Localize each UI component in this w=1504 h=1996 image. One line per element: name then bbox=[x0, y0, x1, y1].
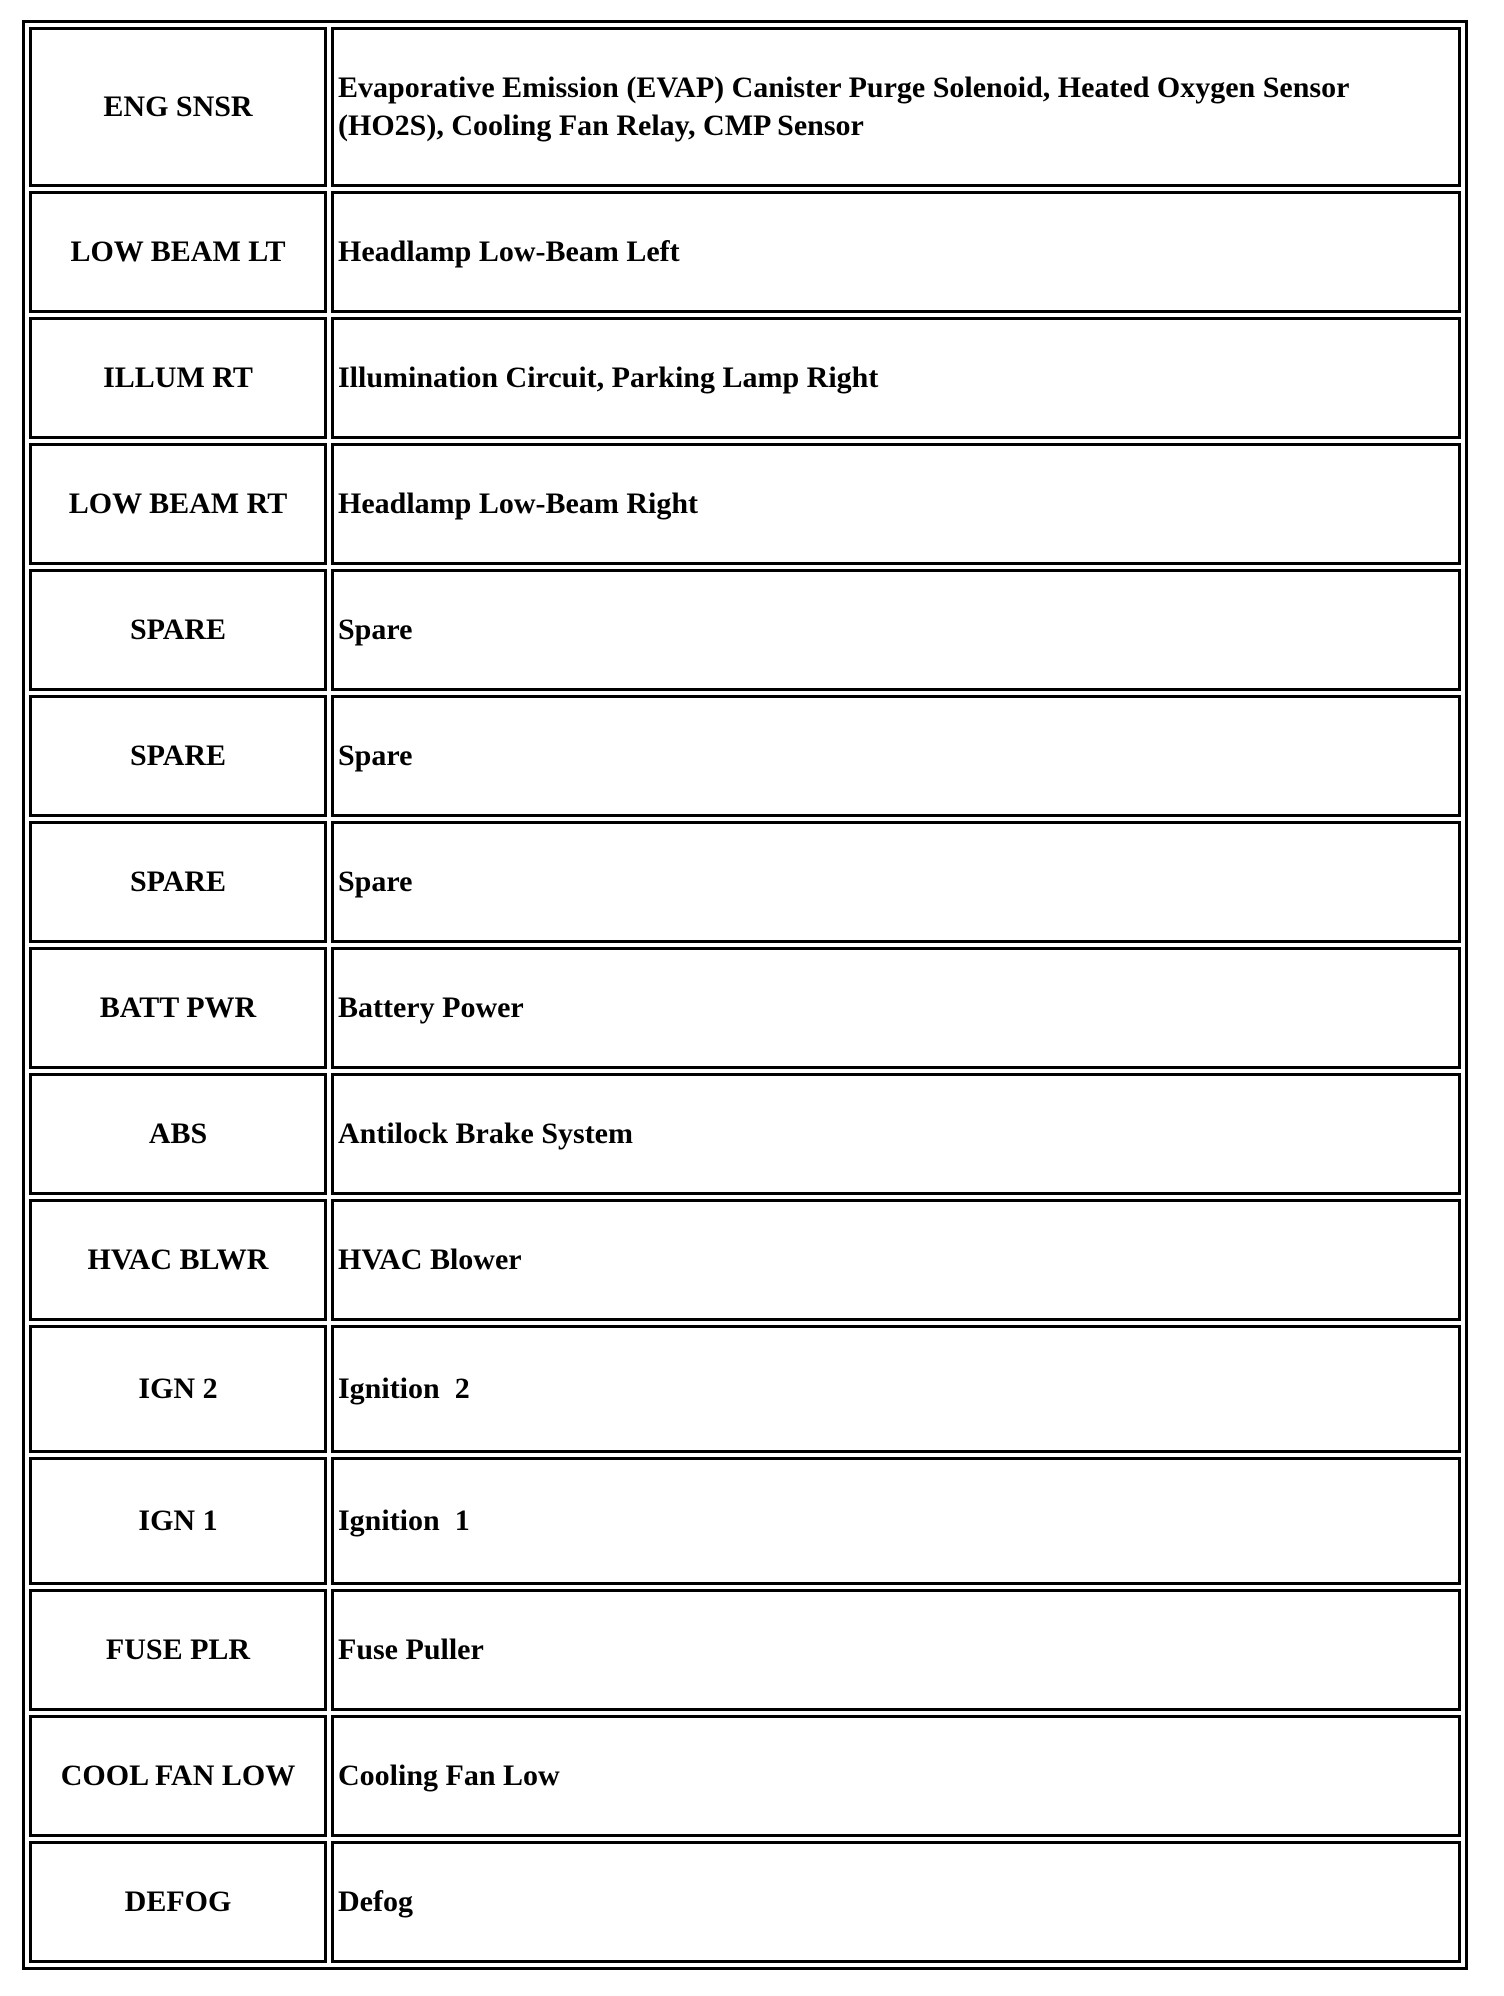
fuse-name-cell: HVAC BLWR bbox=[29, 1199, 327, 1321]
table-row bbox=[29, 1589, 1461, 1711]
table-row bbox=[29, 191, 1461, 313]
fuse-description-cell: Headlamp Low-Beam Left bbox=[331, 191, 1461, 313]
table-row bbox=[29, 1325, 1461, 1453]
fuse-name-cell: LOW BEAM LT bbox=[29, 191, 327, 313]
fuse-description-cell: Spare bbox=[331, 569, 1461, 691]
table-row bbox=[29, 947, 1461, 1069]
fuse-name-cell: ABS bbox=[29, 1073, 327, 1195]
fuse-description-cell: Antilock Brake System bbox=[331, 1073, 1461, 1195]
fuse-name-cell: FUSE PLR bbox=[29, 1589, 327, 1711]
fuse-description-cell: Battery Power bbox=[331, 947, 1461, 1069]
table-row bbox=[29, 317, 1461, 439]
fuse-name-cell: ILLUM RT bbox=[29, 317, 327, 439]
fuse-description-cell: HVAC Blower bbox=[331, 1199, 1461, 1321]
fuse-name-cell: SPARE bbox=[29, 569, 327, 691]
table-row bbox=[29, 821, 1461, 943]
fuse-description-cell: Defog bbox=[331, 1841, 1461, 1963]
table-row bbox=[29, 27, 1461, 187]
fuse-description-cell: Spare bbox=[331, 695, 1461, 817]
fuse-name-cell: SPARE bbox=[29, 695, 327, 817]
fuse-table bbox=[22, 20, 1468, 1970]
fuse-description-cell: Headlamp Low-Beam Right bbox=[331, 443, 1461, 565]
table-row bbox=[29, 1457, 1461, 1585]
table-row bbox=[29, 443, 1461, 565]
fuse-description-cell: Evaporative Emission (EVAP) Canister Purge Solenoid, Heated Oxygen Sensor (HO2S), Cooling Fan Relay, CMP Sensor bbox=[331, 27, 1461, 187]
fuse-name-cell: IGN 2 bbox=[29, 1325, 327, 1453]
table-row bbox=[29, 1073, 1461, 1195]
table-row bbox=[29, 695, 1461, 817]
fuse-name-cell: COOL FAN LOW bbox=[29, 1715, 327, 1837]
fuse-description-cell: Spare bbox=[331, 821, 1461, 943]
table-row bbox=[29, 1841, 1461, 1963]
fuse-description-cell: Illumination Circuit, Parking Lamp Right bbox=[331, 317, 1461, 439]
fuse-name-cell: IGN 1 bbox=[29, 1457, 327, 1585]
fuse-name-cell: ENG SNSR bbox=[29, 27, 327, 187]
fuse-description-cell: Cooling Fan Low bbox=[331, 1715, 1461, 1837]
fuse-table-body bbox=[29, 27, 1461, 1963]
fuse-description-cell: Fuse Puller bbox=[331, 1589, 1461, 1711]
table-row bbox=[29, 569, 1461, 691]
fuse-description-cell: Ignition 1 bbox=[331, 1457, 1461, 1585]
fuse-name-cell: LOW BEAM RT bbox=[29, 443, 327, 565]
table-row bbox=[29, 1199, 1461, 1321]
fuse-name-cell: DEFOG bbox=[29, 1841, 327, 1963]
fuse-name-cell: SPARE bbox=[29, 821, 327, 943]
fuse-description-cell: Ignition 2 bbox=[331, 1325, 1461, 1453]
fuse-name-cell: BATT PWR bbox=[29, 947, 327, 1069]
table-row bbox=[29, 1715, 1461, 1837]
